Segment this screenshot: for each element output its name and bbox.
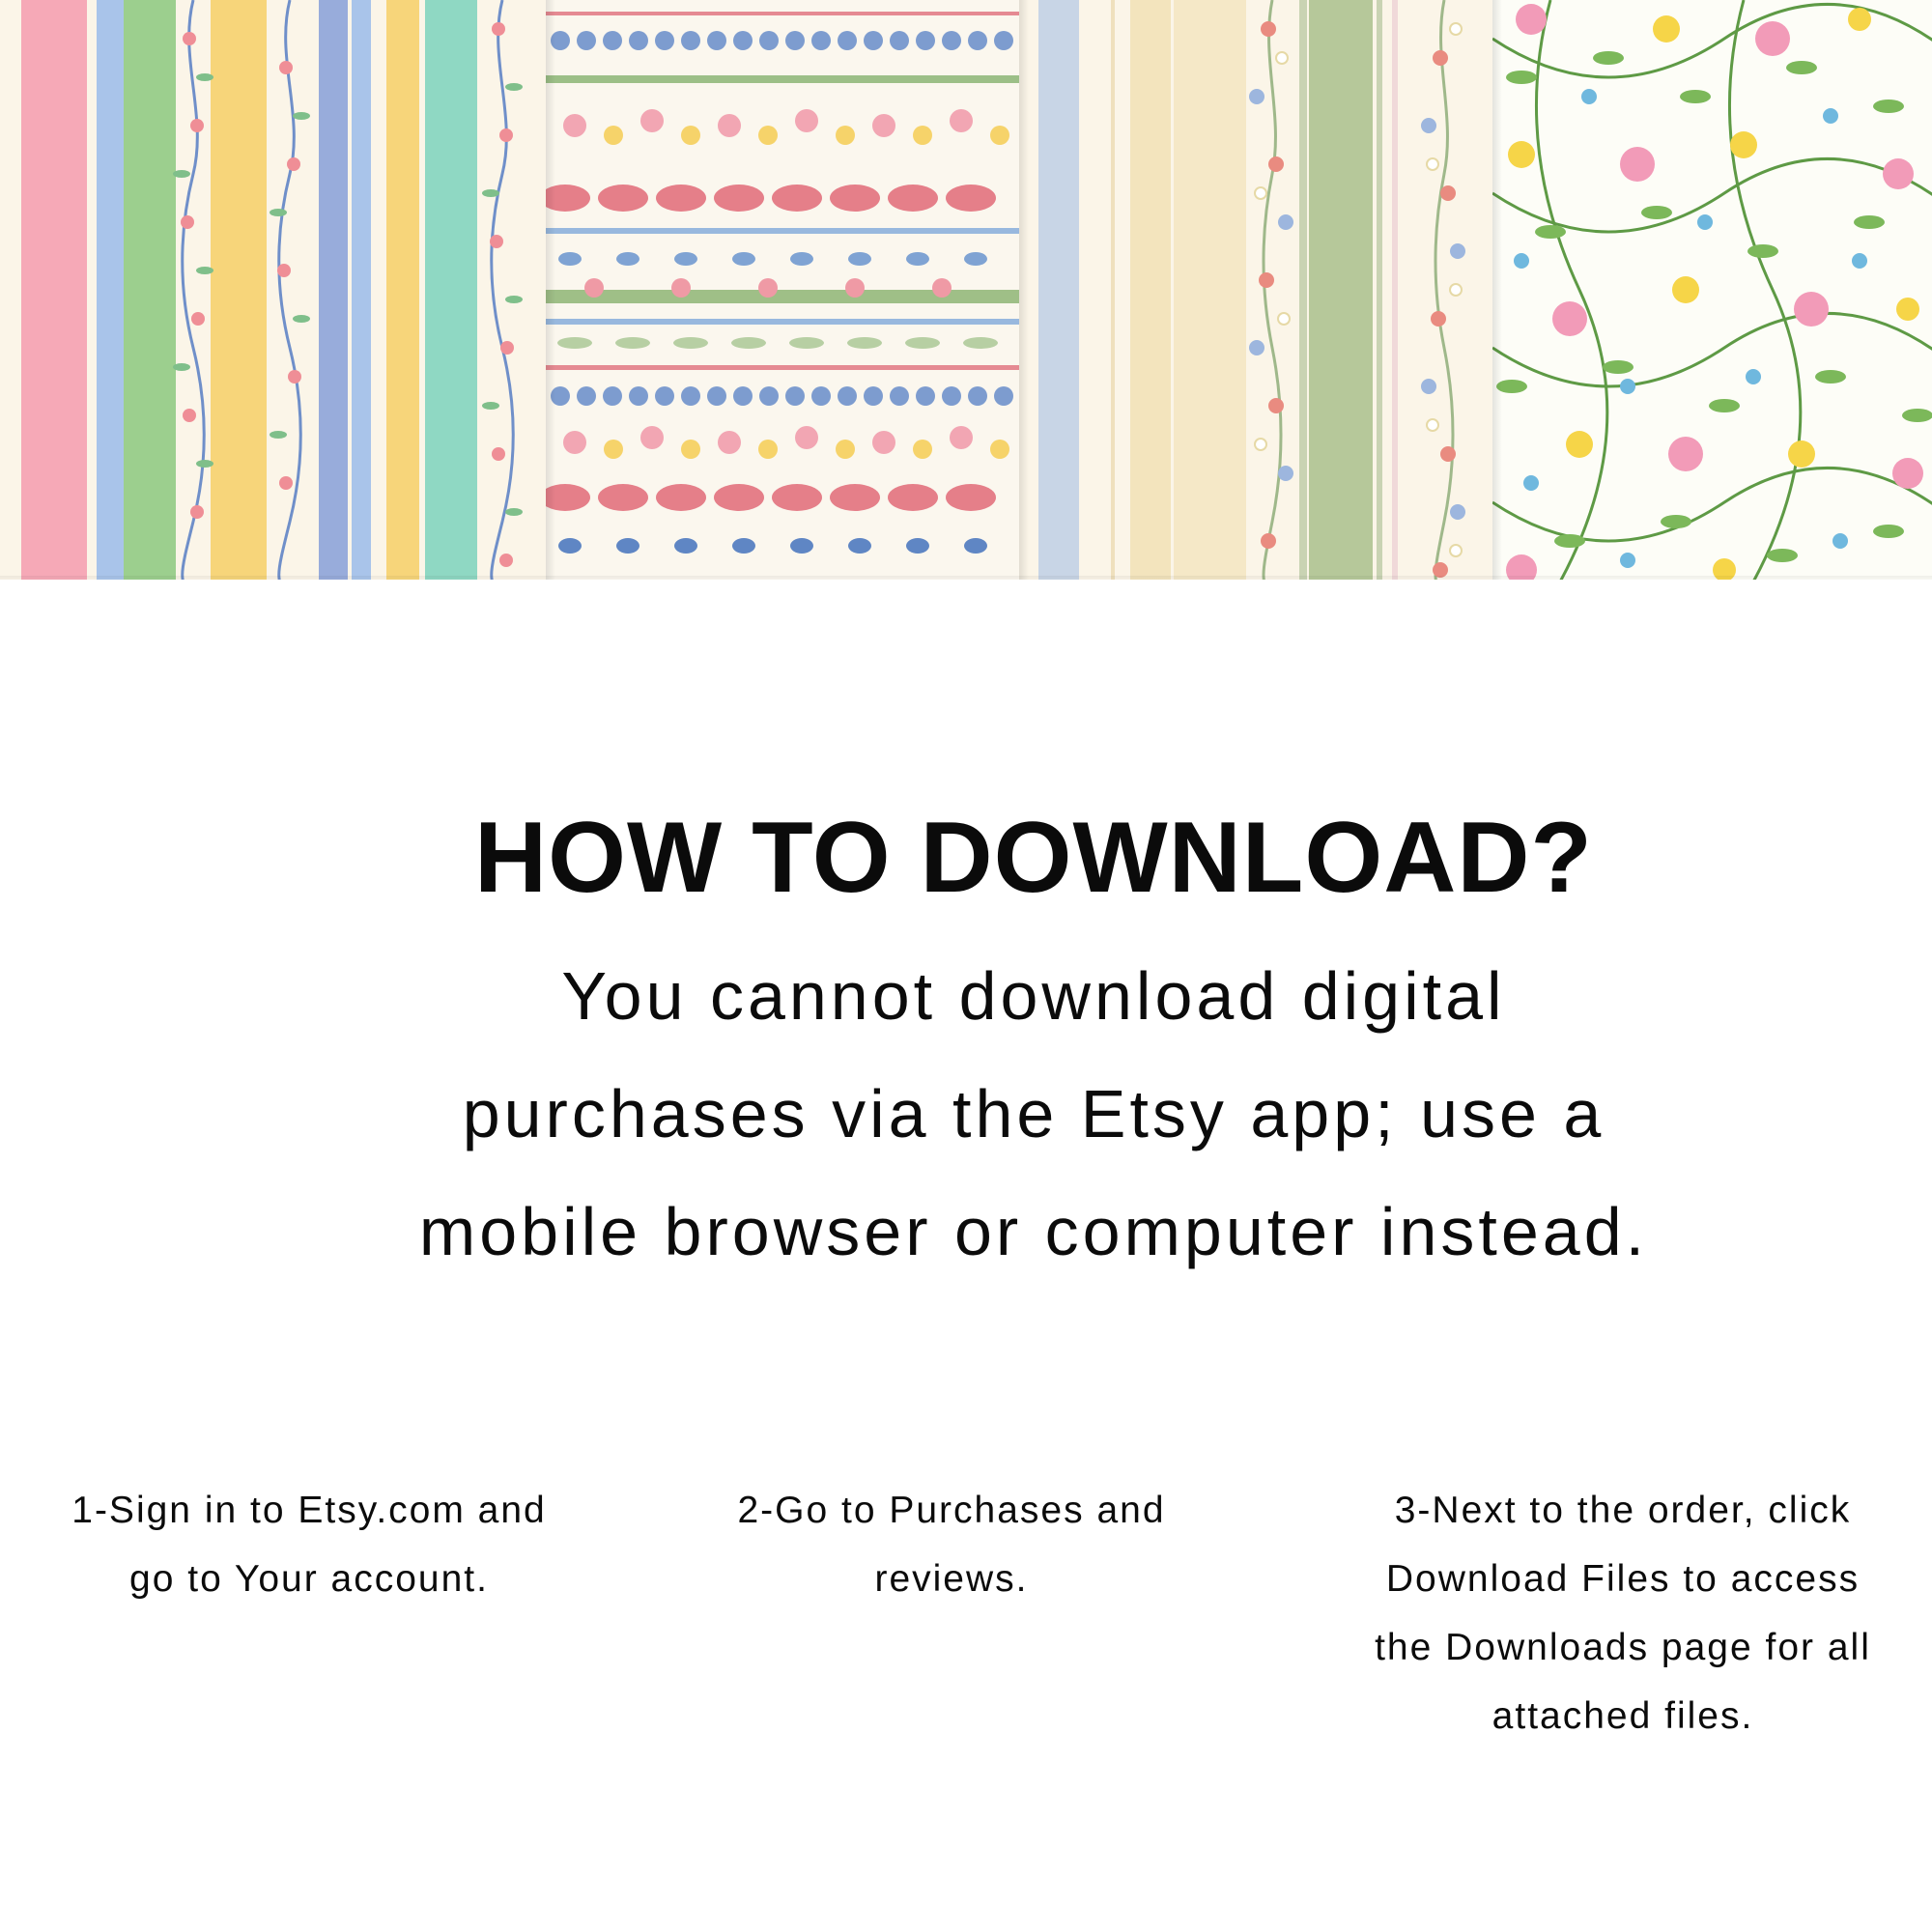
app-notice-line: purchases via the Etsy app; use a	[462, 1076, 1605, 1151]
step-1-line: go to Your account.	[129, 1558, 489, 1600]
pattern-preview-banner	[0, 0, 1932, 580]
panel-divider-shadow	[546, 0, 555, 580]
pattern-panel-floral-stripes	[1019, 0, 1492, 580]
pattern-panel-dense-floral	[1492, 0, 1932, 580]
floral-stripes-pattern	[1019, 0, 1492, 580]
step-3	[1323, 1476, 1922, 1750]
folk-bands-pattern	[546, 0, 1019, 580]
app-notice-line: mobile browser or computer instead.	[418, 1194, 1649, 1269]
step-2-line: reviews.	[874, 1558, 1029, 1600]
step-3-line: 3-Next to the order, click	[1394, 1490, 1852, 1531]
app-notice-line: You cannot download digital	[561, 958, 1506, 1034]
step-3-line: Download Files to access	[1385, 1558, 1861, 1600]
dense-floral-pattern	[1492, 0, 1932, 580]
panel-divider-shadow	[1492, 0, 1502, 580]
step-2	[662, 1476, 1241, 1613]
pattern-panel-pastel-stripes	[0, 0, 546, 580]
app-notice	[68, 937, 1932, 1291]
step-3-line: the Downloads page for all	[1375, 1627, 1871, 1668]
page-title: HOW TO DOWNLOAD?	[474, 802, 1593, 914]
banner-bottom-shadow	[0, 576, 1932, 580]
pastel-stripes-pattern	[0, 0, 546, 580]
step-2-line: 2-Go to Purchases and	[737, 1490, 1166, 1531]
step-3-line: attached files.	[1492, 1695, 1754, 1737]
panel-divider-shadow	[1019, 0, 1029, 580]
pattern-panel-folk-bands	[546, 0, 1019, 580]
download-steps	[0, 1476, 1932, 1766]
step-1-line: 1-Sign in to Etsy.com and	[71, 1490, 547, 1531]
step-1	[19, 1476, 599, 1613]
